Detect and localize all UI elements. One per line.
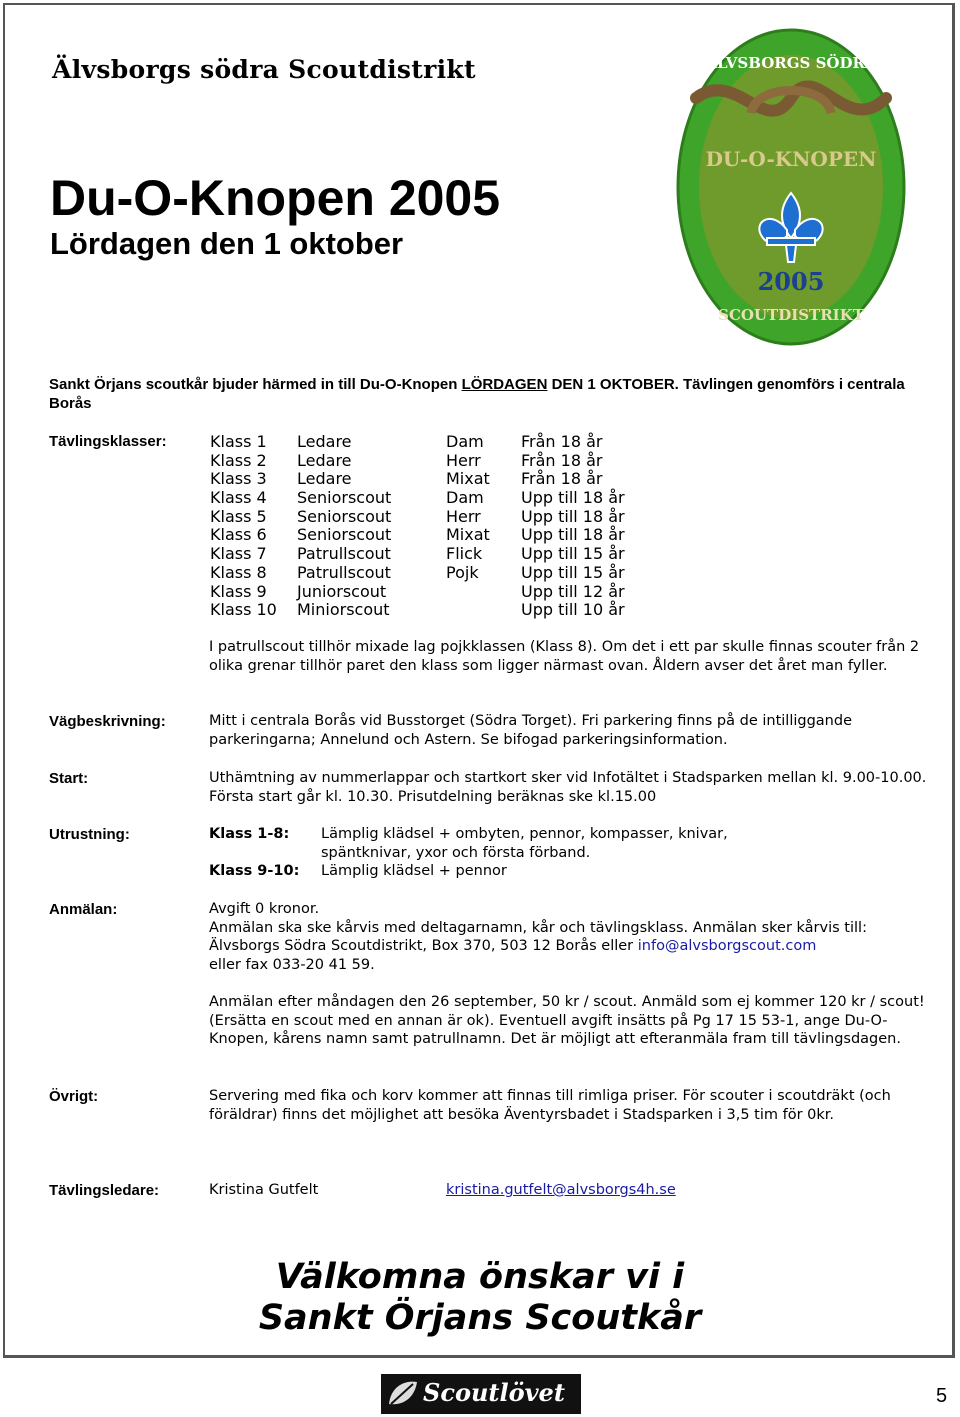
equipment-class-a-text: Lämplig klädsel + ombyten, pennor, kompasser, knivar, späntknivar, yxor och första förband. [321,826,728,861]
table-row: Klass 8 Patrullscout Pojk Upp till 15 år [210,562,625,582]
main-title: Du-O-Knopen 2005 [50,170,501,226]
footer-logo-text: Scoutlövet [423,1378,565,1407]
registration-label: Anmälan: [49,901,118,918]
district-title: Älvsborgs södra Scoutdistrikt [52,55,476,84]
table-row: Klass 7 Patrullscout Flick Upp till 15 år [210,544,625,564]
equipment-block [209,825,929,881]
leader-name: Kristina Gutfelt [209,1182,319,1198]
table-row: Klass 2 Ledare Herr Från 18 år [210,450,603,470]
scoutlovet-logo [381,1374,581,1414]
table-row: Klass 1 Ledare Dam Från 18 år [210,432,603,451]
table-row: Klass 3 Ledare Mixat Från 18 år [210,469,603,489]
sub-title: Lördagen den 1 oktober [50,226,404,261]
equipment-class-a-label: Klass 1-8: [209,826,290,842]
welcome-line-2: Sankt Örjans Scoutkår [258,1298,702,1338]
leaf-icon [383,1374,423,1414]
start-label: Start: [49,770,89,787]
intro-date-underlined: LÖRDAGEN [461,376,548,393]
table-row: Klass 9 Juniorscout Upp till 12 år [210,581,625,601]
registration-block [209,900,929,975]
table-row: Klass 5 Seniorscout Herr Upp till 18 år [210,506,625,526]
badge-year: 2005 [757,267,825,296]
badge-text-top: ÄLVSBORGS SÖDRA [705,54,877,72]
badge-text-mid: DU-O-KNOPEN [705,147,877,171]
badge-text-bottom: SCOUTDISTRIKT [718,306,864,324]
classes-table [210,432,710,619]
registration-late: Anmälan efter måndagen den 26 september, 50 kr / scout. Anmäld som ej kommer 120 kr / scout! (Ersätta en scout med en annan är ok). Eventuell avgift insätts på Pg 17 15 53-1, ange Du-O-Knopen, kårens namn samt patrullnamn. Det är möjligt att efteranmäla fram till tävlingsdagen. [209,994,925,1048]
event-badge [676,28,906,346]
page-number: 5 [936,1385,948,1407]
directions-text: Mitt i centrala Borås vid Busstorget (Södra Torget). Fri parkering finns på de intilliggande parkeringarna; Annelund och Astern. Se bifogad parkeringsinformation. [209,713,852,748]
start-text: Uthämtning av nummerlappar och startkort sker vid Infotältet i Stadsparken mellan kl. 9.00-10.00. Första start går kl. 10.30. Prisutdelning beräknas ske kl.15.00 [209,770,927,805]
intro-paragraph: Sankt Örjans scoutkår bjuder härmed in till Du-O-Knopen LÖRDAGEN DEN 1 OKTOBER. Tävlingen genomförs i centrala Borås [49,376,905,412]
welcome-line-1: Välkomna önskar vi i [275,1257,685,1297]
table-row: Klass 4 Seniorscout Dam Upp till 18 år [210,488,625,508]
equipment-label: Utrustning: [49,826,130,843]
welcome-message [0,1257,960,1339]
table-row: Klass 10 Miniorscout Upp till 10 år [210,600,625,620]
equipment-class-b-text: Lämplig klädsel + pennor [321,863,507,880]
directions-label: Vägbeskrivning: [49,713,166,730]
registration-email-link[interactable]: info@alvsborgscout.com [637,938,817,955]
registration-text: Anmälan ska ske kårvis med deltagarnamn, kår och tävlingsklass. Anmälan sker kårvis till: Älvsborgs Södra Scoutdistrikt, Box 370, 503 12 Borås eller info@alvsborgscout.com eller fax 033-20 41 59. [209,919,867,974]
leader-label: Tävlingsledare: [49,1182,160,1199]
other-label: Övrigt: [49,1088,99,1105]
leader-email-link[interactable]: kristina.gutfelt@alvsborgs4h.se [446,1182,676,1198]
classes-note: I patrullscout tillhör mixade lag pojkklassen (Klass 8). Om det i ett par skulle finnas scouter från 2 olika grenar tillhör paret den klass som ligger närmast ovan. Åldern avser det året man fyller. [209,639,920,674]
classes-label: Tävlingsklasser: [49,433,167,450]
other-text: Servering med fika och korv kommer att finnas till rimliga priser. För scouter i scoutdräkt (och föräldrar) finns det möjlighet att besöka Äventyrsbadet i Stadsparken i 3,5 tim för 0kr. [209,1088,891,1123]
equipment-class-b-label: Klass 9-10: [209,863,300,880]
registration-fee: Avgift 0 kronor. [209,901,320,917]
table-row: Klass 6 Seniorscout Mixat Upp till 18 år [210,525,625,545]
